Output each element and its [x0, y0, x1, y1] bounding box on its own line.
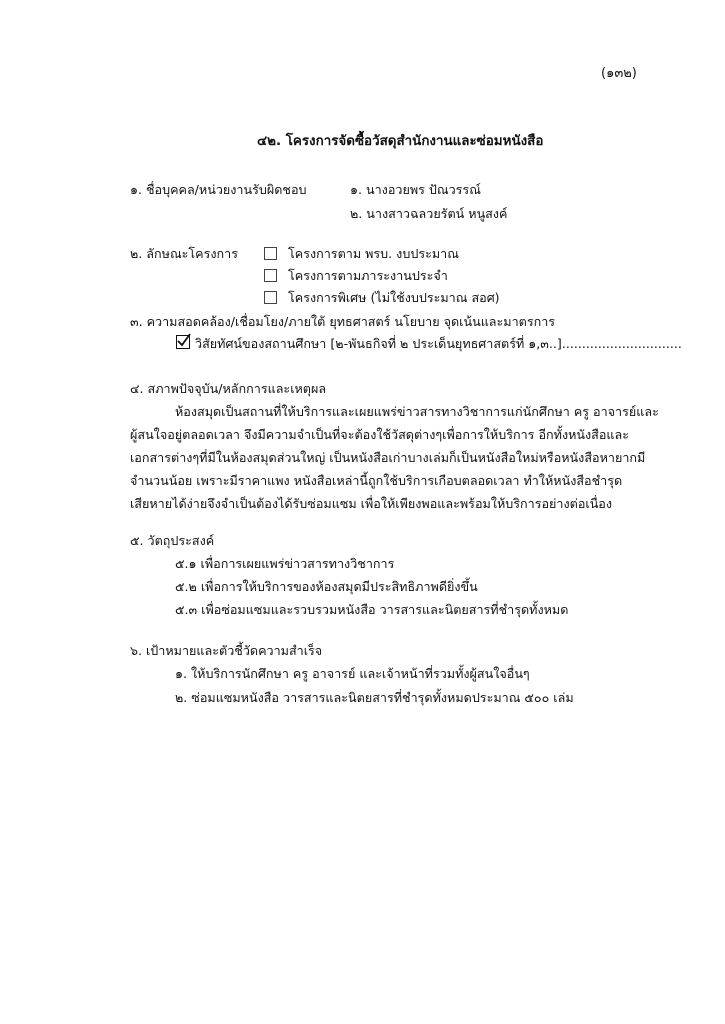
- project-type-checkbox-3[interactable]: [264, 291, 277, 304]
- project-type-option-1: โครงการตาม พรบ. งบประมาณ: [288, 246, 459, 261]
- background-line-4: จำนวนน้อย เพราะมีราคาแพง หนังสือเหล่านี้ถูกใช้บริการเกือบตลอดเวลา ทำให้หนังสือชำรุด: [130, 473, 623, 488]
- background-heading: ๔. สภาพปัจจุบัน/หลักการและเหตุผล: [130, 381, 327, 396]
- target-item-1: ๑. ให้บริการนักศึกษา ครู อาจารย์ และเจ้าหน้าที่รวมทั้งผู้สนใจอื่นๆ: [175, 666, 530, 681]
- background-line-1: ห้องสมุดเป็นสถานที่ให้บริการและเผยแพร่ข่าวสารทางวิชาการแก่นักศึกษา ครู อาจารย์และ: [175, 404, 659, 419]
- target-item-2: ๒. ซ่อมแซมหนังสือ วารสารและนิตยสารที่ชำรุดทั้งหมดประมาณ ๕๐๐ เล่ม: [175, 690, 574, 705]
- objective-item-3: ๕.๓ เพื่อซ่อมแซมและรวบรวมหนังสือ วารสารและนิตยสารที่ชำรุดทั้งหมด: [175, 602, 569, 617]
- background-line-3: เอกสารต่างๆที่มีในห้องสมุดส่วนใหญ่ เป็นหนังสือเก่าบางเล่มก็เป็นหนังสือใหม่หรือหนังสือหายากมี: [130, 450, 646, 465]
- project-type-checkbox-1[interactable]: [264, 247, 277, 260]
- responsible-person-2: ๒. นางสาวฉลวยรัตน์ หนูสงค์: [350, 206, 508, 221]
- responsible-label: ๑. ชื่อบุคคล/หน่วยงานรับผิดชอบ: [130, 182, 307, 197]
- targets-heading: ๖. เป้าหมายและตัวชี้วัดความสำเร็จ: [130, 643, 323, 658]
- project-type-label: ๒. ลักษณะโครงการ: [130, 246, 238, 261]
- background-line-2: ผู้สนใจอยู่ตลอดเวลา จึงมีความจำเป็นที่จะต้องใช้วัสดุต่างๆเพื่อการให้บริการ อีกทั้งหนังสือและ: [130, 427, 629, 442]
- project-type-option-2: โครงการตามภาระงานประจำ: [288, 268, 448, 283]
- project-type-option-3: โครงการพิเศษ (ไม่ใช้งบประมาณ สอศ): [288, 290, 500, 305]
- alignment-label: ๓. ความสอดคล้อง/เชื่อมโยง/ภายใต้ ยุทธศาสตร์ นโยบาย จุดเน้นและมาตรการ: [130, 314, 556, 329]
- objective-item-2: ๕.๒ เพื่อการให้บริการของห้องสมุดมีประสิทธิภาพดียิ่งขึ้น: [175, 579, 478, 594]
- background-line-5: เสียหายได้ง่ายจึงจำเป็นต้องได้รับซ่อมแซม เพื่อให้เพียงพอและพร้อมให้บริการอย่างต่อเนื่อง: [130, 496, 613, 511]
- alignment-item: วิสัยทัศน์ของสถานศึกษา [๒-พันธกิจที่ ๒ ประเด็นยุทธศาสตร์ที่ ๑,๓..]..............................: [195, 336, 682, 351]
- project-title: ๔๒. โครงการจัดซื้อวัสดุสำนักงานและซ่อมหนังสือ: [257, 134, 544, 149]
- objective-item-1: ๕.๑ เพื่อการเผยแพร่ข่าวสารทางวิชาการ: [175, 556, 395, 571]
- objectives-heading: ๕. วัตถุประสงค์: [130, 533, 215, 548]
- responsible-person-1: ๑. นางอวยพร ปัณวรรณ์: [350, 182, 481, 197]
- alignment-checkbox[interactable]: [176, 335, 190, 349]
- page-number: (๑๓๒): [601, 66, 637, 81]
- project-type-checkbox-2[interactable]: [264, 269, 277, 282]
- check-mark-icon: [176, 332, 192, 348]
